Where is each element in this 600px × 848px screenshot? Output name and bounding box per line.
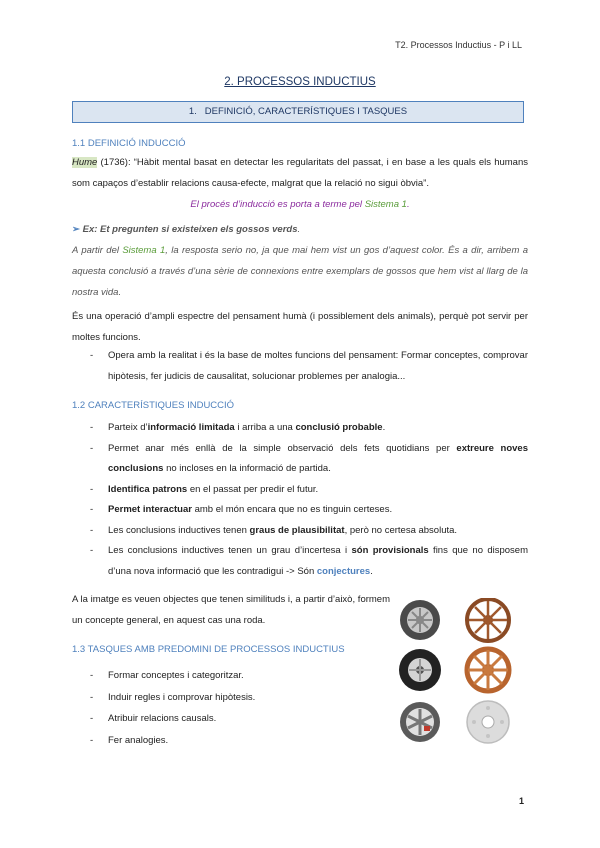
def-bullets [72, 346, 528, 387]
b5c: , però no certesa absoluta. [344, 524, 458, 536]
list-item: - Opera amb la realitat i és la base de moltes funcions del pensament: Formar conceptes, comprovar hipòtesis, fer judicis de causalitat, solucionar problemes per analogia... [72, 346, 528, 387]
b2c: no incloses en la informació de partida. [163, 463, 331, 474]
b6d: conjectures [316, 565, 371, 577]
page-number: 1 [518, 796, 524, 806]
heading-tasques: 1.3 TASQUES AMB PREDOMINI DE PROCESSOS INDUCTIUS [72, 644, 345, 655]
example-text: Ex: Et pregunten si existeixen els gossos verds [82, 224, 298, 235]
b5b: graus de plausibilitat [249, 524, 345, 536]
rim-icon [400, 702, 440, 742]
list-item [72, 480, 528, 501]
arrow-icon: ➢ [72, 224, 80, 235]
b6b: són provisionals [351, 545, 429, 556]
task-bullets [72, 665, 382, 751]
b6e: . [370, 565, 373, 577]
heading-definicio: 1.1 DEFINICIÓ INDUCCIÓ [72, 138, 186, 149]
list-item: - Fer analogies. [72, 730, 382, 752]
car-wheel-icon [400, 600, 440, 640]
expl-a: A partir del [72, 245, 123, 256]
disc-wheel-icon [467, 701, 509, 743]
b4a: Permet interactuar [108, 504, 192, 515]
b1e: . [382, 422, 386, 433]
list-item: - Formar conceptes i categoritzar. [72, 665, 382, 687]
sistema-sentence-text: El procés d’inducció es porta a terme pel [190, 199, 365, 210]
b1a: Parteix d’ [108, 422, 148, 433]
heading-caracteristiques: 1.2 CARACTERÍSTIQUES INDUCCIÓ [72, 400, 235, 411]
b2b: extreure noves conclusions [108, 442, 528, 474]
list-item: - Induir regles i comprovar hipòtesis. [72, 687, 382, 709]
section-label: DEFINICIÓ, CARACTERÍSTIQUES I TASQUES [204, 106, 408, 117]
chapter-title: 2. PROCESSOS INDUCTIUS [224, 76, 376, 88]
b1c: i arriba a una [234, 422, 296, 433]
b6c: fins que no disposem d’una nova informació que les contradigui -> Són [108, 545, 528, 577]
b6a: Les conclusions inductives tenen un grau d’incertesa i [108, 545, 352, 556]
b3b: en el passat per predir el futur. [187, 483, 319, 495]
wagon-wheel-icon [467, 599, 509, 641]
tire-icon [399, 649, 441, 691]
b3a: Identifica patrons [108, 483, 188, 495]
expl-sistema1: Sistema 1 [122, 245, 166, 256]
section-number: 1. [188, 106, 197, 117]
expl-c: , la resposta serio no, ja que mai hem vist un gos d’aquest color. És a dir, arribem a aquesta conclusió a través d’una sèrie de connexions entre exemplars de gossos que hem vist al llarg de la nostra vida. [72, 245, 528, 298]
sistema-sentence [72, 194, 528, 215]
example-line [72, 219, 528, 240]
b1b: informació limitada [147, 422, 235, 433]
hume-quote: (1736): “Hàbit mental basat en detectar les regularitats del passat, i en base a les quals els humans som capaços d’establir relacions causa-efecte, malgrat que la relació no sigui òbvia”. [72, 157, 528, 189]
operation-paragraph: És una operació d’ampli espectre del pensament humà (i possiblement dels animals), perquè pot servir per moltes funcions. [72, 311, 528, 343]
section-banner [72, 101, 524, 123]
list-item [72, 500, 528, 521]
char-bullets [72, 418, 528, 582]
b2a: Permet anar més enllà de la simple observació dels fets quotidians per [108, 442, 457, 454]
b1d: conclusió probable [295, 422, 383, 433]
sistema-sentence-end: . [406, 199, 410, 210]
wooden-wheel-icon [467, 649, 509, 691]
example-end: . [297, 224, 301, 235]
sistema1-link: Sistema 1 [364, 199, 407, 210]
list-item [72, 418, 528, 439]
wheels-image [396, 598, 532, 752]
list-item [72, 439, 528, 480]
b4b: amb el món encara que no es tinguin certeses. [191, 504, 393, 515]
hume-name: Hume [72, 157, 98, 168]
b5a: Les conclusions inductives tenen [108, 524, 250, 536]
example-explanation [72, 240, 528, 303]
hume-paragraph [72, 152, 528, 194]
running-header: T2. Processos Inductius - P i LL [395, 40, 522, 50]
list-item [72, 541, 528, 582]
image-paragraph: A la imatge es veuen objectes que tenen similituds i, a partir d’això, formem un concepte general, en aquest cas una roda. [72, 594, 390, 626]
list-item [72, 521, 528, 542]
list-item: - Atribuir relacions causals. [72, 708, 382, 730]
